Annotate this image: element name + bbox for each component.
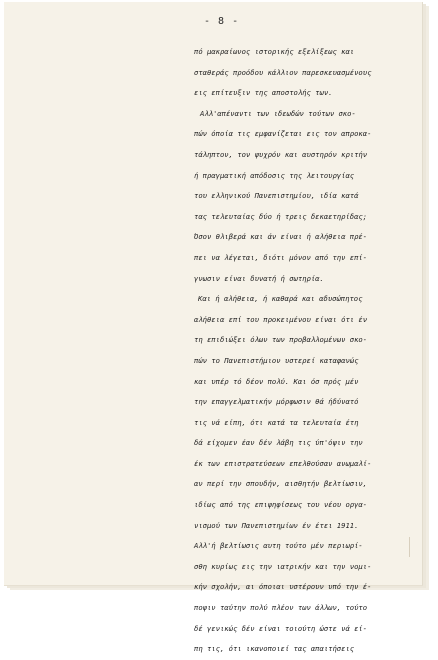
text-line: αν περί την σπουδήν, αισθητήν βελτίωσιν, [194,479,368,489]
text-line: σταθεράς προόδου κάλλιον παρεσκευασμένους [194,67,372,77]
text-line: πών το Πανεπιστήμιον υστερεί καταφανώς [194,355,359,365]
text-line: τις νά είπη, ότι κατά τα τελευταία έτη [194,417,359,427]
page-number: - 8 - [204,16,240,27]
text-line: τη επιδιώξει όλων των προβαλλομένων σκο- [194,335,368,345]
text-line: σθη κυρίως εις την ιατρικήν και την νομι- [194,561,372,571]
text-line: πη τις, ότι ικανοποιεί τας απαιτήσεις [194,644,355,654]
text-line: Όσον θλιβερά και άν είναι ή αλήθεια πρέ- [194,232,368,242]
text-line: δά είχομεν έαν δέν λάβη τις ύπ'όψιν την [194,438,363,448]
text-line: νισμού των Πανεπιστημίων έν έτει 1911. [194,520,359,530]
text-line: δέ γενικώς δέν είναι τοιούτη ώστε νά εί- [194,623,368,633]
paper-edge-mark [401,537,410,557]
text-line: αλήθεια επί του προκειμένου είναι ότι έν [194,314,368,324]
body-text [194,42,419,660]
text-line: έκ των επιστρατεύσεων επελθούσαν ανωμαλί- [194,458,372,468]
text-line: ιδίως από της επιψηφίσεως του νέου οργα- [194,500,368,510]
text-line: γνωσιν είναι δυνατή ή σωτηρία. [194,273,324,283]
text-line: τας τελευταίας δύο ή τρεις δεκαετηρίδας; [194,211,368,221]
text-line: κήν σχολήν, αι όποιαι υστέρουν υπό την έ- [194,582,372,592]
text-line: ποψιν ταύτην πολύ πλέον των άλλων, τούτο [194,603,368,613]
text-line: του ελληνικού Πανεπιστημίου, ιδία κατά [194,191,359,201]
text-line: τάληπτον, τον ψυχρόν και αυστηρόν κριτήν [194,149,368,159]
text-line: και υπέρ τό δέον πολύ. Και όσ πρός μέν [194,376,359,386]
typewritten-page [4,2,423,654]
text-line: πών όποία τις εμφανίζεται εις τον απροκα- [194,129,372,139]
text-line: την επαγγελματικήν μόρφωσιν θά ήδύνατό [194,397,359,407]
text-line: εις επίτευξιν της αποστολής των. [194,88,333,98]
text-line: πό μακραίωνος ιστορικής εξελίξεως και [194,47,355,56]
text-line: ή πραγματική απόδοσις της λειτουργίας [194,170,355,180]
text-line: Και ή αλήθεια, ή καθαρά και αδυσώπητος [198,294,363,304]
text-line: Αλλ'απέναντι των ιδεωδών τούτων σκο- [200,108,356,118]
text-line: Αλλ'ή βελτίωσις αυτη τούτο μέν περιωρί- [194,541,363,551]
text-line: πει να λέγεται, διότι μόνον από την επί- [194,252,368,262]
